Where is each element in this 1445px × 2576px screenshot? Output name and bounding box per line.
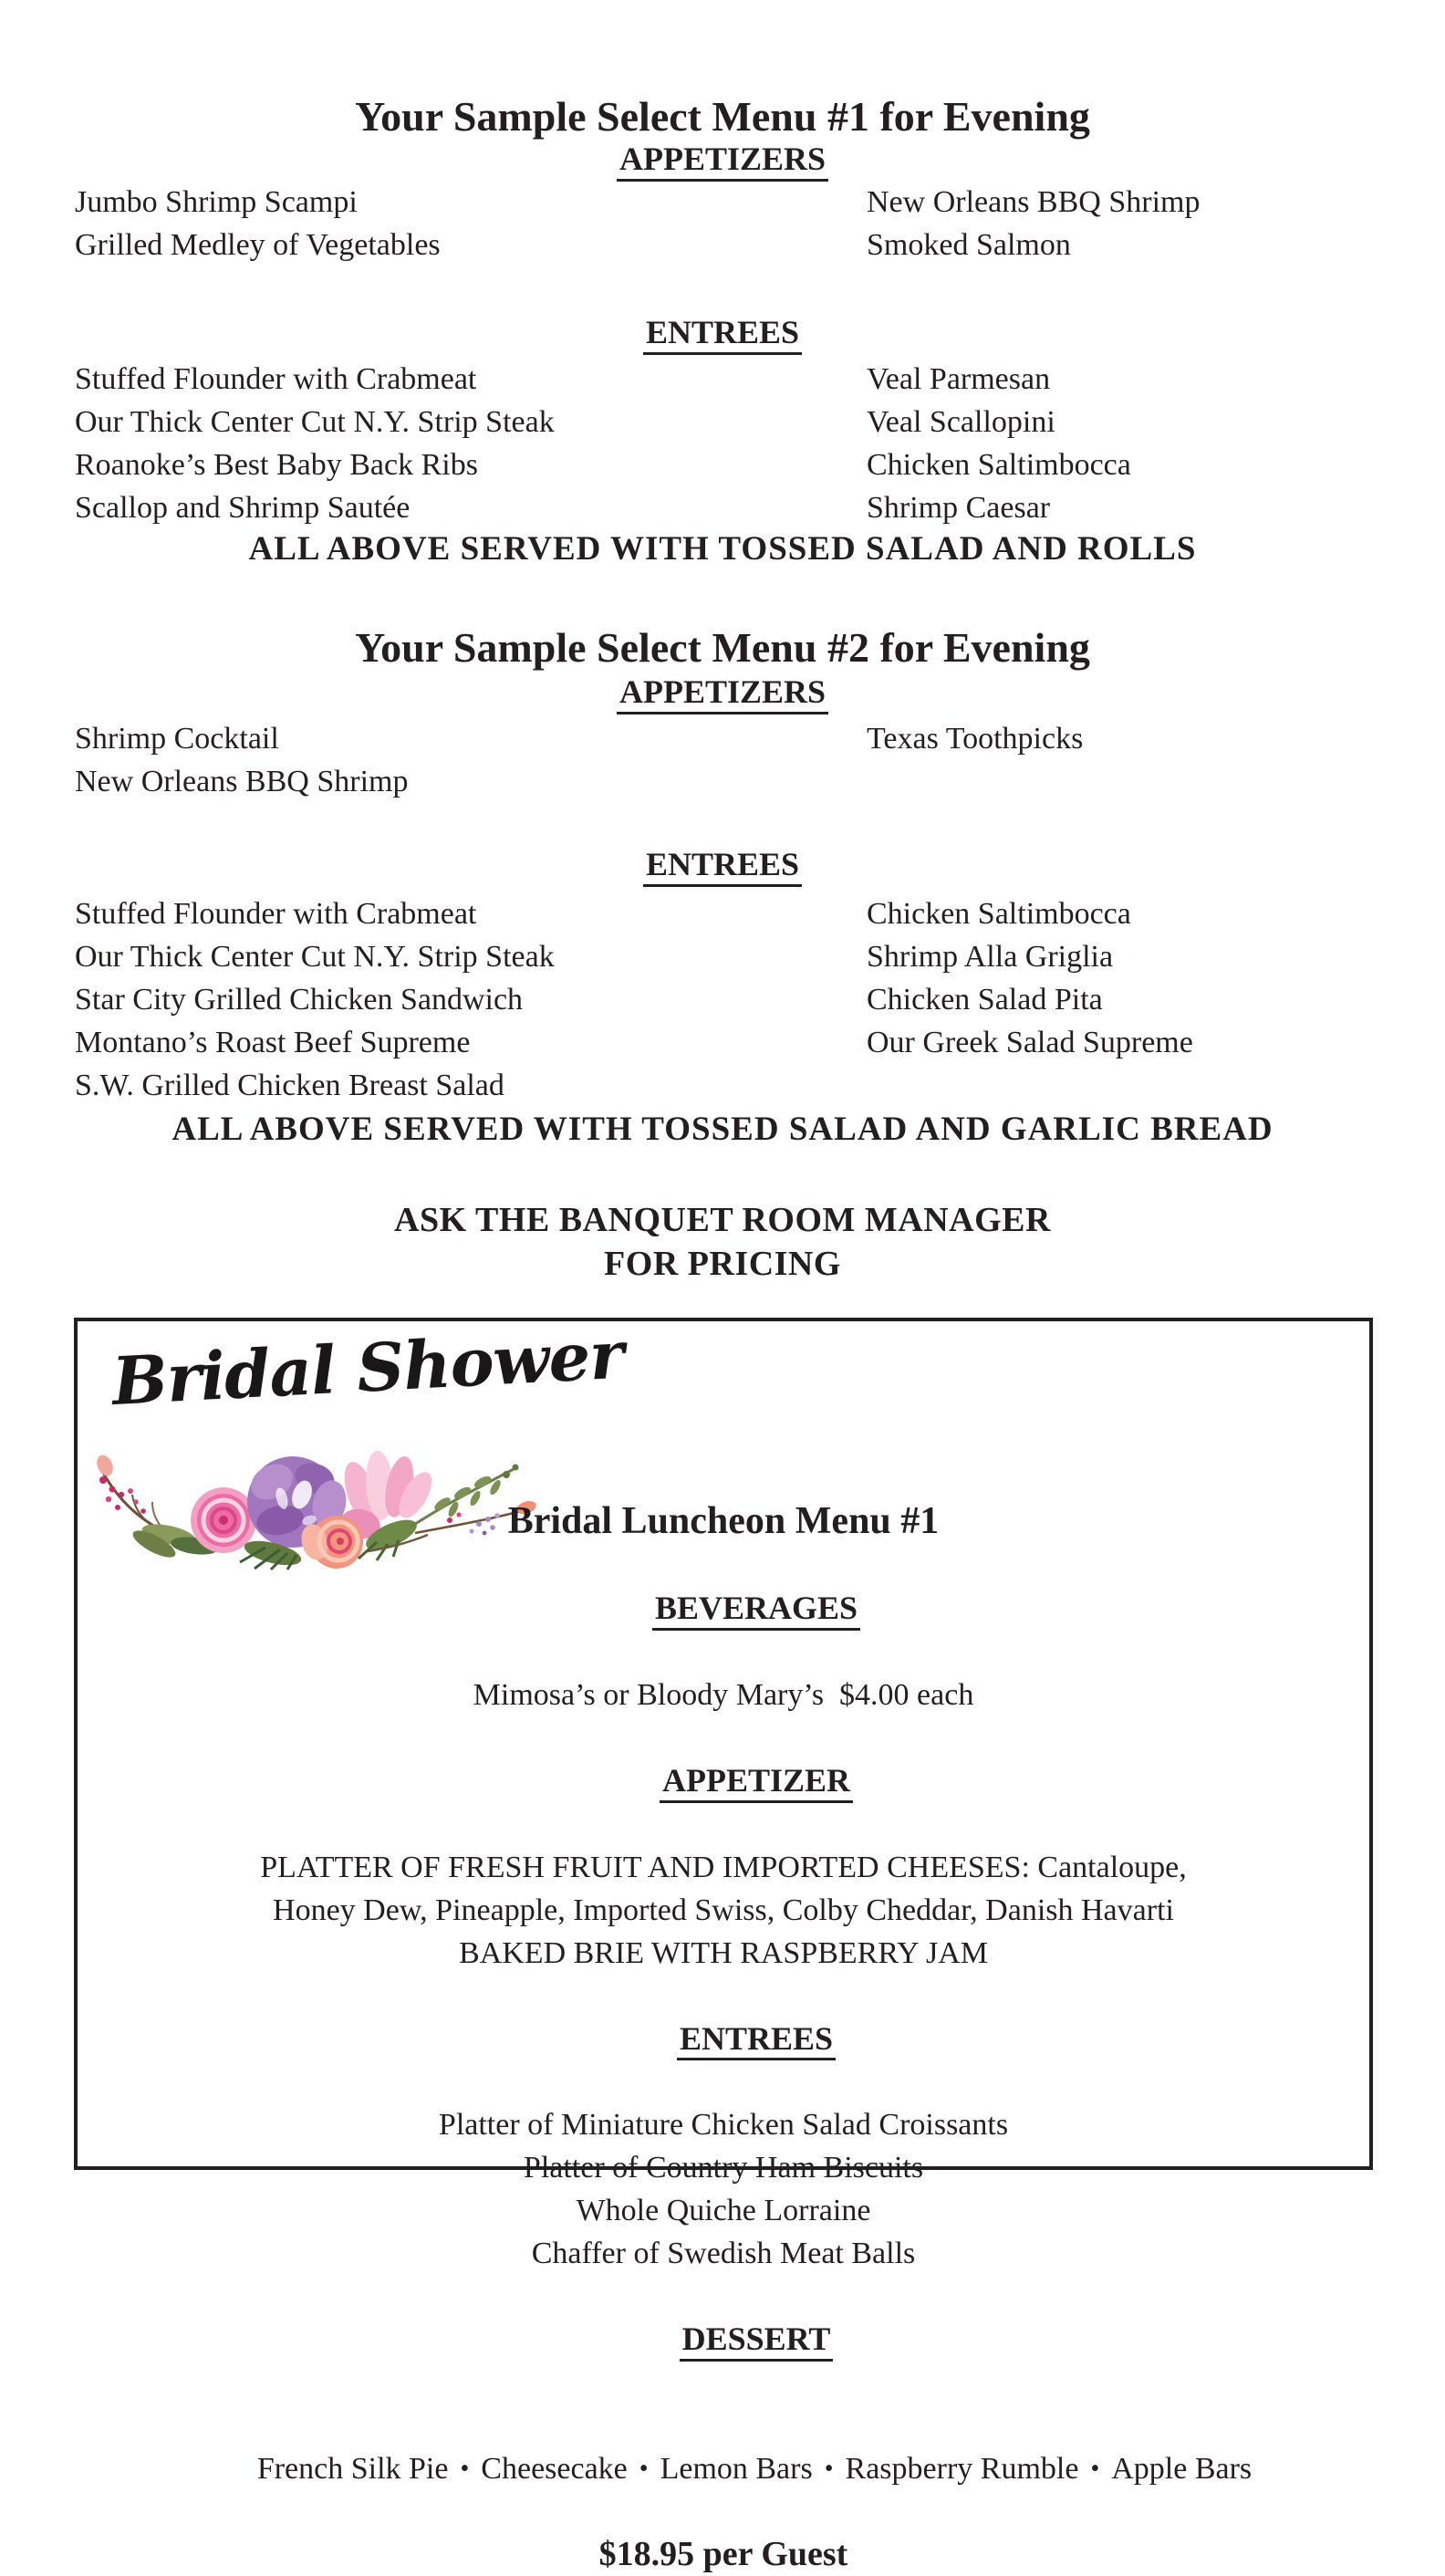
menu-item: Our Thick Center Cut N.Y. Strip Steak: [75, 940, 555, 974]
pricing-notice-line2: FOR PRICING: [604, 1245, 841, 1283]
menu-item: Chicken Saltimbocca: [867, 897, 1131, 931]
menu1-appetizers-heading-text: APPETIZERS: [617, 142, 828, 182]
menu-item: Scallop and Shrimp Sautée: [75, 491, 411, 525]
menu-item: Montano’s Roast Beef Supreme: [75, 1026, 471, 1059]
menu-item: New Orleans BBQ Shrimp: [867, 185, 1201, 219]
dessert-item: Raspberry Rumble: [845, 2452, 1079, 2487]
menu1-title: Your Sample Select Menu #1 for Evening: [355, 93, 1090, 140]
menu-item: Stuffed Flounder with Crabmeat: [75, 897, 477, 931]
bridal-luncheon-body: [78, 1544, 1369, 2576]
menu-item: Our Greek Salad Supreme: [867, 1026, 1193, 1059]
entrees-heading-text: ENTREES: [677, 2022, 836, 2061]
bullet-separator: •: [1090, 2455, 1100, 2484]
entree-item: Platter of Miniature Chicken Salad Croissants: [438, 2108, 1009, 2143]
beverages-heading-text: BEVERAGES: [652, 1591, 860, 1631]
menu1-appetizer-list: [75, 181, 1407, 266]
entree-item: Platter of Country Ham Biscuits: [523, 2151, 924, 2185]
menu2-title: Your Sample Select Menu #2 for Evening: [355, 624, 1090, 671]
menu-item: Veal Scallopini: [867, 405, 1055, 439]
menu-item: [867, 1064, 1407, 1107]
menu-item: Grilled Medley of Vegetables: [75, 228, 441, 262]
menu-item: Stuffed Flounder with Crabmeat: [75, 362, 477, 396]
dessert-items-line: [78, 2404, 1369, 2533]
bullet-separator: •: [639, 2455, 649, 2484]
appetizer-heading: [78, 1716, 1369, 1846]
menu-item: Texas Toothpicks: [867, 722, 1084, 756]
menu2-served-note: ALL ABOVE SERVED WITH TOSSED SALAD AND GARLIC BREAD: [172, 1111, 1273, 1148]
menu-item: Smoked Salmon: [867, 228, 1071, 262]
dessert-item: Lemon Bars: [660, 2452, 813, 2487]
pricing-notice-line1: ASK THE BANQUET ROOM MANAGER: [394, 1201, 1051, 1239]
menu2-appetizer-list: [75, 717, 1407, 803]
menu-item: Jumbo Shrimp Scampi: [75, 185, 358, 219]
bridal-luncheon-title: Bridal Luncheon Menu #1: [507, 1500, 940, 1542]
menu2-appetizers-heading: [0, 672, 1445, 714]
appetizer-line: Honey Dew, Pineapple, Imported Swiss, Colby Cheddar, Danish Havarti: [273, 1893, 1174, 1927]
menu1-appetizers-heading: [0, 139, 1445, 182]
menu-item: S.W. Grilled Chicken Breast Salad: [75, 1069, 504, 1102]
menu-item: Chicken Saltimbocca: [867, 448, 1131, 482]
appetizer-line: PLATTER OF FRESH FRUIT AND IMPORTED CHEESES: Cantaloupe,: [260, 1850, 1187, 1884]
menu-item: Our Thick Center Cut N.Y. Strip Steak: [75, 405, 555, 439]
menu1-served-note: ALL ABOVE SERVED WITH TOSSED SALAD AND ROLLS: [248, 530, 1197, 568]
dessert-item: French Silk Pie: [256, 2452, 449, 2487]
dessert-item: Cheesecake: [481, 2452, 628, 2487]
bridal-shower-script-title: Bridal Shower: [109, 1315, 626, 1420]
menu2-entree-list: [75, 892, 1407, 1107]
dessert-heading: [78, 2275, 1369, 2404]
menu-item: Star City Grilled Chicken Sandwich: [75, 983, 524, 1017]
menu-item: Veal Parmesan: [867, 362, 1051, 396]
menu-item: Roanoke’s Best Baby Back Ribs: [75, 448, 478, 482]
menu1-entrees-heading: [0, 312, 1445, 355]
menu-item: [867, 760, 1407, 803]
dessert-item: Apple Bars: [1111, 2452, 1253, 2487]
dessert-heading-text: DESSERT: [680, 2322, 834, 2362]
menu2-appetizers-heading-text: APPETIZERS: [617, 675, 828, 714]
menu-item: Shrimp Cocktail: [75, 722, 279, 756]
pricing-notice: [0, 1198, 1445, 1286]
entrees-heading: [78, 1975, 1369, 2104]
beverages-heading: [78, 1544, 1369, 1674]
entree-item: Whole Quiche Lorraine: [576, 2194, 871, 2228]
bullet-separator: •: [460, 2455, 470, 2484]
menu1-entrees-heading-text: ENTREES: [643, 316, 802, 355]
menu-item: Shrimp Alla Griglia: [867, 940, 1114, 974]
menu1-entree-list: [75, 358, 1407, 529]
appetizer-heading-text: APPETIZER: [660, 1764, 853, 1803]
beverages-item: Mimosa’s or Bloody Mary’s $4.00 each: [473, 1677, 974, 1712]
menu-item: Chicken Salad Pita: [867, 983, 1103, 1017]
menu-item: New Orleans BBQ Shrimp: [75, 765, 409, 798]
bullet-separator: •: [824, 2455, 834, 2484]
bridal-shower-section-box: [74, 1315, 1373, 2574]
menu2-entrees-heading: [0, 844, 1445, 887]
entree-item: Chaffer of Swedish Meat Balls: [531, 2237, 916, 2271]
appetizer-line: BAKED BRIE WITH RASPBERRY JAM: [459, 1935, 988, 1970]
price-per-guest: $18.95 per Guest: [598, 2535, 848, 2574]
menu-item: Shrimp Caesar: [867, 491, 1051, 525]
menu2-entrees-heading-text: ENTREES: [643, 848, 802, 887]
